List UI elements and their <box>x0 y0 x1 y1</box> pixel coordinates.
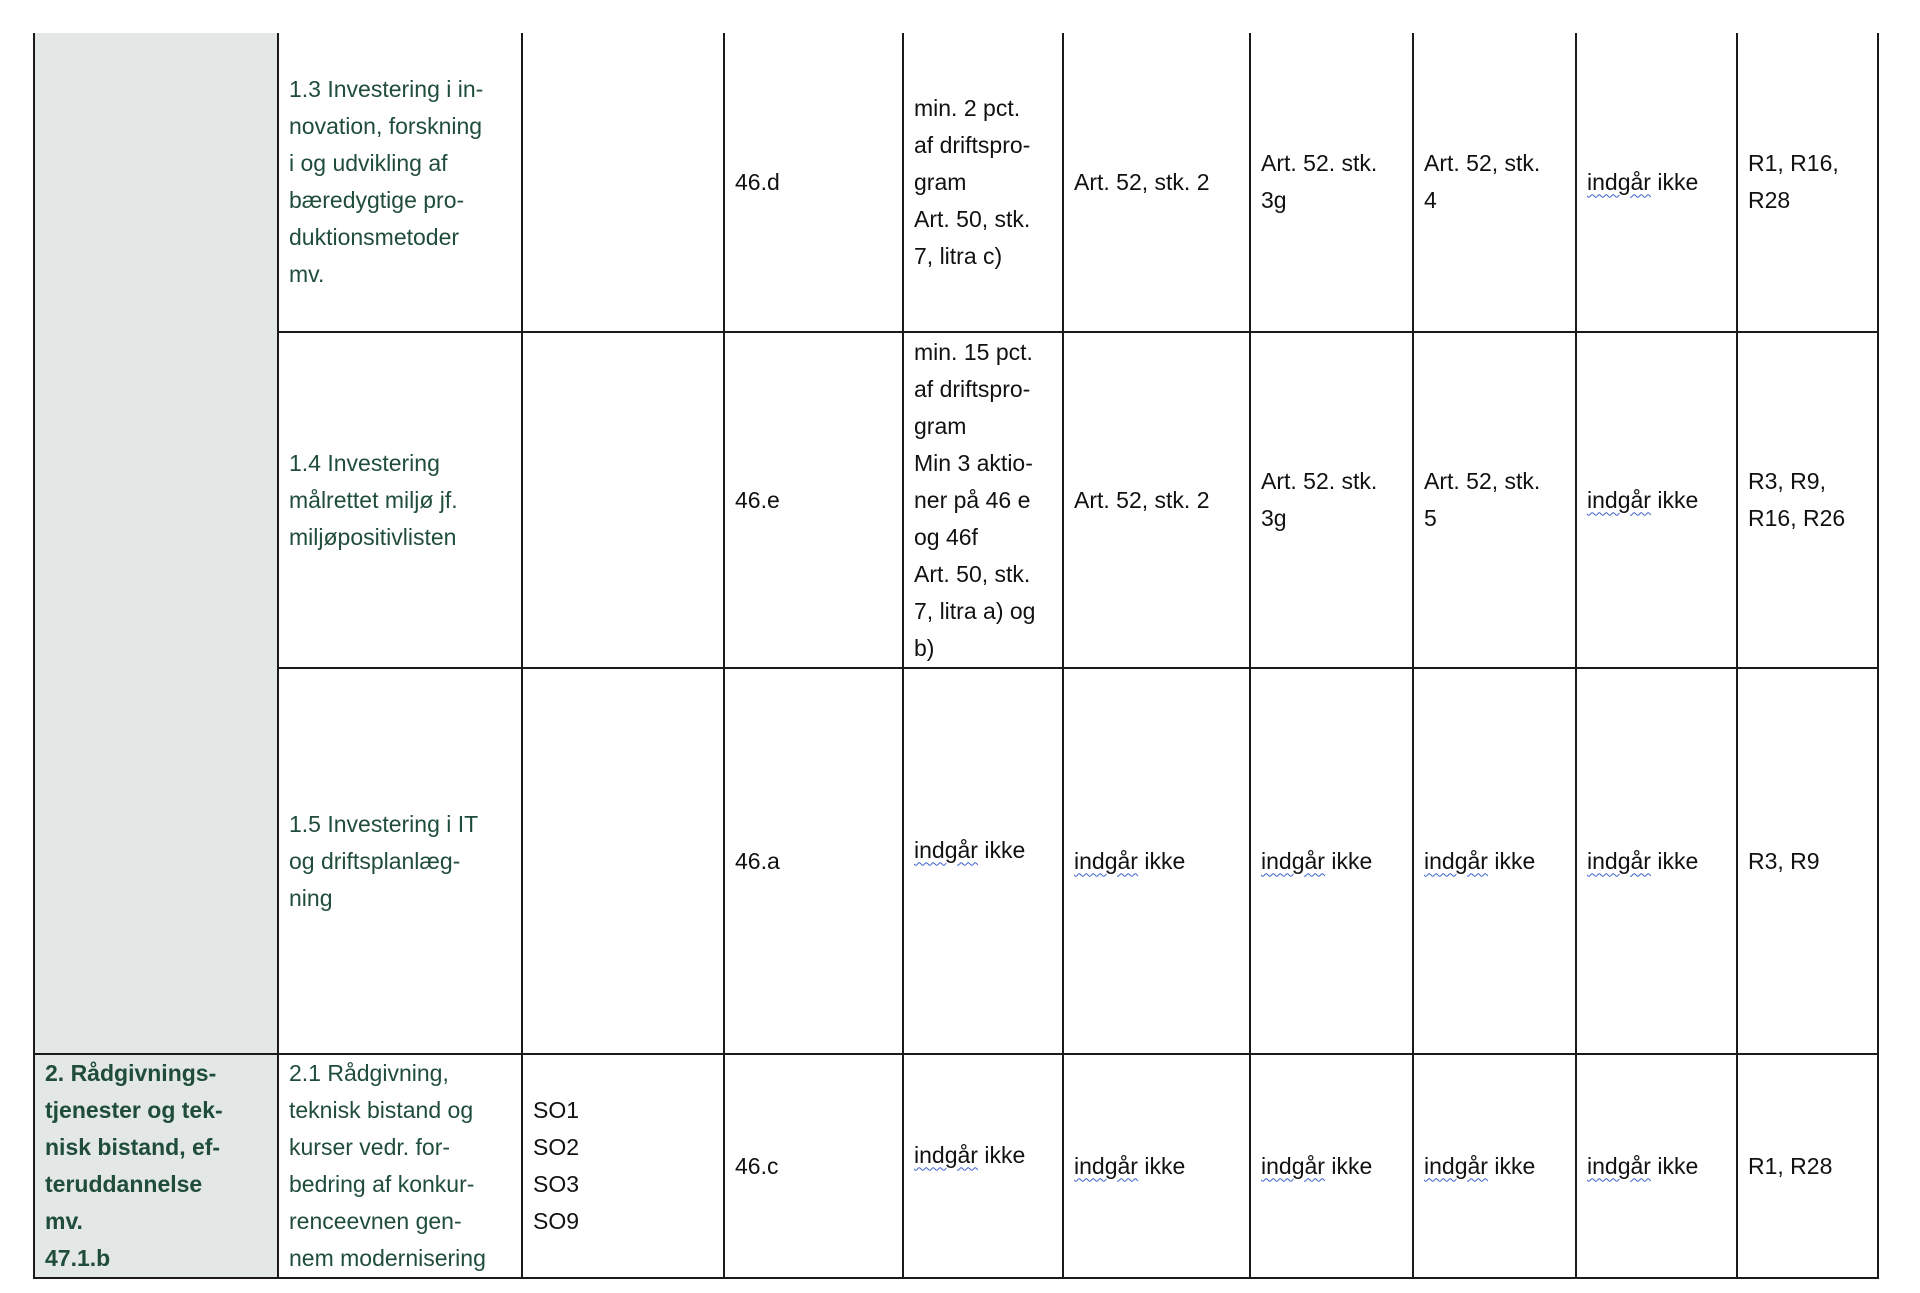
article-52-stk3-cell: indgår ikke <box>1250 1054 1413 1278</box>
status-cell: indgår ikke <box>1576 33 1737 332</box>
requirement-cell: min. 15 pct. af driftspro- gram Min 3 aktio- ner på 46 e og 46f Art. 50, stk. 7, litra a) og b) <box>903 332 1063 668</box>
table-row <box>34 668 1878 1054</box>
article-52-stk2-cell: indgår ikke <box>1063 1054 1250 1278</box>
measure-cell: 1.5 Investering i IT og driftsplanlæg- ning <box>278 668 522 1054</box>
article-52-stk4-cell: indgår ikke <box>1413 1054 1576 1278</box>
specific-objective-cell <box>522 332 724 668</box>
results-cell: R3, R9 <box>1737 668 1878 1054</box>
specific-objective-cell: SO1 SO2 SO3 SO9 <box>522 1054 724 1278</box>
article-52-stk5-cell: Art. 52, stk. 5 <box>1413 332 1576 668</box>
article-52-stk2-cell: Art. 52, stk. 2 <box>1063 332 1250 668</box>
measures-table <box>33 33 1879 1279</box>
table-row <box>34 332 1878 668</box>
article-52-stk3-cell: indgår ikke <box>1250 668 1413 1054</box>
article-cell: 46.d <box>724 33 903 332</box>
status-cell: indgår ikke <box>1576 332 1737 668</box>
specific-objective-cell <box>522 33 724 332</box>
measure-cell: 1.4 Investering målrettet miljø jf. miljøpositivlisten <box>278 332 522 668</box>
specific-objective-cell <box>522 668 724 1054</box>
article-52-stk4-cell: indgår ikke <box>1413 668 1576 1054</box>
article-cell: 46.c <box>724 1054 903 1278</box>
table-row <box>34 1054 1878 1278</box>
requirement-cell: min. 2 pct. af driftspro- gram Art. 50, stk. 7, litra c) <box>903 33 1063 332</box>
results-cell: R1, R16, R28 <box>1737 33 1878 332</box>
article-52-stk2-cell: indgår ikke <box>1063 668 1250 1054</box>
results-cell: R1, R28 <box>1737 1054 1878 1278</box>
article-52-stk2-cell: Art. 52, stk. 2 <box>1063 33 1250 332</box>
table-row <box>34 33 1878 332</box>
article-cell: 46.a <box>724 668 903 1054</box>
status-cell: indgår ikke <box>1576 1054 1737 1278</box>
article-52-stk3-cell: Art. 52. stk. 3g <box>1250 332 1413 668</box>
article-cell: 46.e <box>724 332 903 668</box>
results-cell: R3, R9, R16, R26 <box>1737 332 1878 668</box>
category-cell-1 <box>34 33 278 1054</box>
article-52-stk3-cell: Art. 52. stk. 3g <box>1250 33 1413 332</box>
status-cell: indgår ikke <box>1576 668 1737 1054</box>
measure-cell: 2.1 Rådgivning, teknisk bistand og kurser vedr. for- bedring af konkur- renceevnen gen- nem modernisering <box>278 1054 522 1278</box>
requirement-cell: indgår ikke <box>903 1054 1063 1278</box>
requirement-cell: indgår ikke <box>903 668 1063 1054</box>
category-cell-2: 2. Rådgivnings- tjenester og tek- nisk bistand, ef- teruddannelse mv. 47.1.b <box>34 1054 278 1278</box>
article-52-stk4-cell: Art. 52, stk. 4 <box>1413 33 1576 332</box>
measure-cell: 1.3 Investering i in- novation, forskning i og udvikling af bæredygtige pro- duktionsmetoder mv. <box>278 33 522 332</box>
